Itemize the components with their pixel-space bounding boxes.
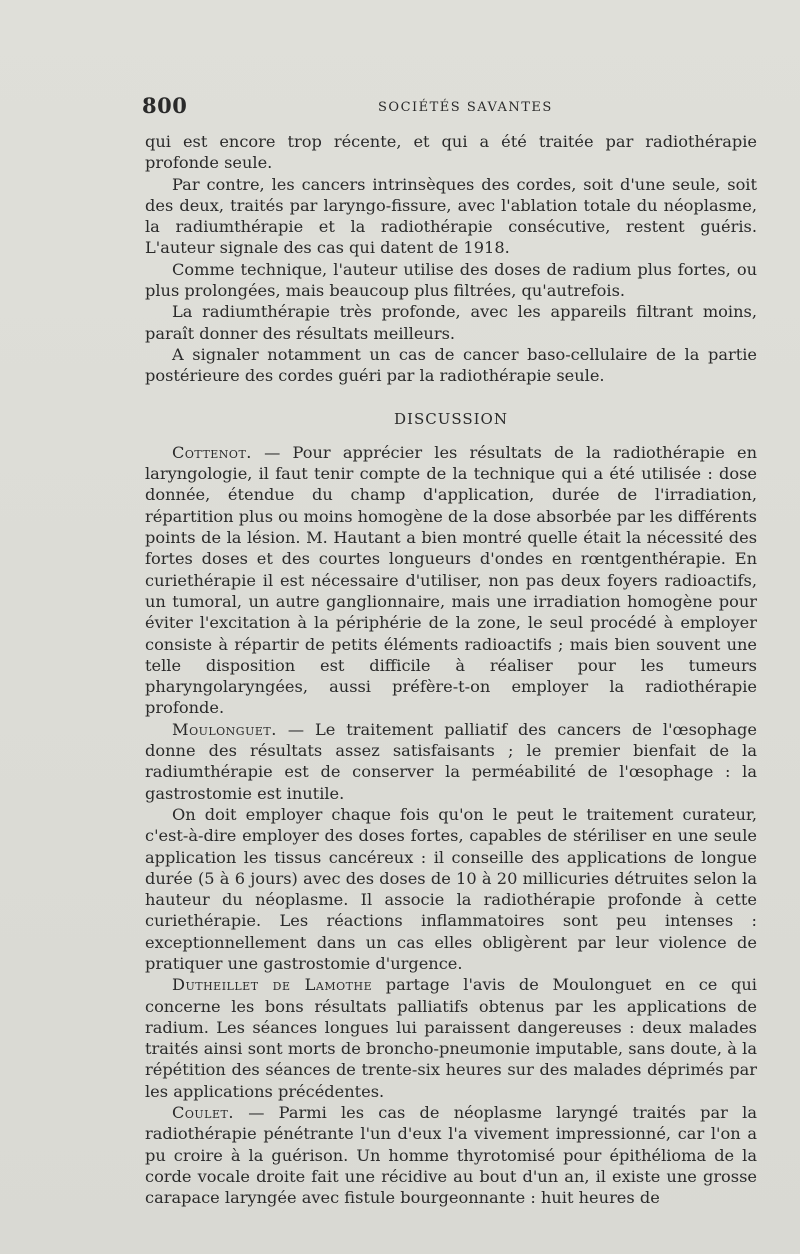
speaker-name: Coulet. [172,1103,234,1123]
paragraph: Par contre, les cancers intrinsèques des cordes, soit d'une seule, soit des deux, traités par laryngo-fissure, avec l'ablation totale du néoplasme, la radiumthérapie et la radiothérapie consécutive, restent guéris. L'auteur signale des cas qui datent de 1918. [145,174,757,258]
paragraph-text: — Parmi les cas de néoplasme laryngé traités par la radiothérapie pénétrante l'un d'eux l'a vivement impressionné, car l'on a pu croire à la guérison. Un homme thyrotomisé pour épithélioma de la corde vocale droite fait une récidive au bout d'un an, il existe une grosse carapace laryngée avec fistule bourgeonnante : huit heures de [145,1103,757,1208]
body-text [145,131,757,1209]
paragraph-dutheillet [145,974,757,1102]
paragraph-text: — Pour apprécier les résultats de la radiothérapie en laryngologie, il faut tenir compte de la technique qui a été utilisée : dose donnée, étendue du champ d'application, durée de l'irradiation, répartition plus ou moins homogène de la dose absorbée par les différents points de la lésion. M. Hautant a bien montré quelle était la nécessité des fortes doses et des courtes longueurs d'ondes en rœntgenthérapie. En curiethérapie il est nécessaire d'utiliser, non pas deux foyers radioactifs, un tumoral, un autre ganglionnaire, mais une irradiation homogène pour éviter l'excitation à la périphérie de la zone, le seul procédé à employer consiste à répartir de petits éléments radioactifs ; mais bien souvent une telle disposition est difficile à réaliser pour les tumeurs pharyngolaryngées, aussi préfère-t-on employer la radiothérapie profonde. [145,442,757,718]
paragraph: qui est encore trop récente, et qui a été traitée par radiothérapie profonde seule. [145,132,757,173]
running-head: SOCIÉTÉS SAVANTES [378,100,553,115]
paragraph: On doit employer chaque fois qu'on le peut le traitement curateur, c'est-à-dire employer des doses fortes, capables de stériliser en une seule application les tissus cancéreux : il conseille des applications de longue durée (5 à 6 jours) avec des doses de 10 à 20 millicuries détruites selon la hauteur du néoplasme. Il associe la radiothérapie profonde à cette curiethérapie. Les réactions inflammatoires sont peu intenses : exceptionnellement dans un cas elles obligèrent par leur violence de pratiquer une gastrostomie d'urgence. [145,804,757,973]
paragraph-moulonguet [145,719,757,804]
paragraph-text: partage l'avis de Moulonguet en ce qui concerne les bons résultats palliatifs obtenus par les applications de radium. Les séances longues lui paraissent dangereuses : deux malades traités ainsi sont morts de broncho-pneumonie imputable, sans doute, à la répétition des séances de trente-six heures sur des malades déprimés par les applications précédentes. [145,975,757,1101]
page-header [142,93,762,119]
paragraph: A signaler notamment un cas de cancer baso-cellulaire de la partie postérieure des cordes guéri par la radiothérapie seule. [145,344,757,386]
paragraph: Comme technique, l'auteur utilise des doses de radium plus fortes, ou plus prolongées, mais beaucoup plus filtrées, qu'autrefois. [145,259,757,301]
paragraph: La radiumthérapie très profonde, avec les appareils filtrant moins, paraît donner des résultats meilleurs. [145,302,757,343]
speaker-name: Moulonguet. [172,719,277,739]
paragraph-cottenot [145,442,757,719]
speaker-name: Dutheillet de Lamothe [172,975,373,995]
paragraph-text: — Le traitement palliatif des cancers de l'œsophage donne des résultats assez satisfaisants ; le premier bienfait de la radiumthérapie est de conserver la perméabilité de l'œsophage : la gastrostomie est inutile. [145,719,757,803]
section-heading: DISCUSSION [394,409,508,428]
page-number: 800 [142,93,188,118]
speaker-name: Cottenot. [172,442,252,462]
paragraph-coulet [145,1102,757,1208]
